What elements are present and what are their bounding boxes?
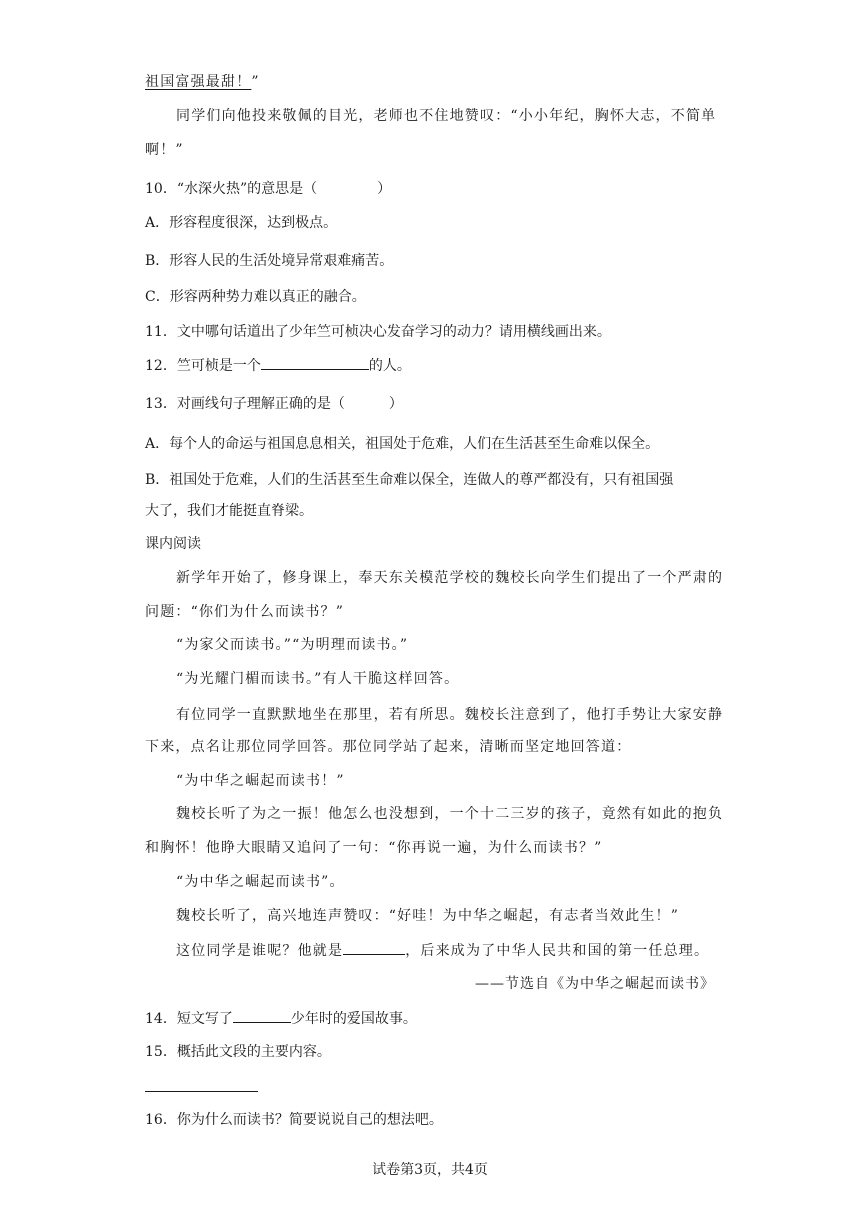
passage-b-p4-line1: 有位同学一直默默地坐在那里，若有所思。魏校长注意到了，他打手势让大家安静 bbox=[176, 707, 724, 723]
passage-b-p9: 这位同学是谁呢？他就是 ，后来成为了中华人民共和国的第一任总理。 bbox=[176, 940, 709, 961]
q13-option-a: A．每个人的命运与祖国息息相关，祖国处于危难，人们在生活甚至生命难以保全。 bbox=[145, 436, 660, 452]
passage-b-p7: “为中华之崛起而读书”。 bbox=[176, 874, 345, 890]
q10-option-c: C．形容两种势力难以真正的融合。 bbox=[145, 289, 366, 305]
q13-option-b-line2: 大了，我们才能挺直脊梁。 bbox=[145, 503, 313, 519]
underlined-sentence: 祖国富强最甜！ bbox=[145, 74, 252, 90]
question-13: 13．对画线句子理解正确的是（ ） bbox=[145, 396, 403, 412]
passage-b-p8: 魏校长听了，高兴地连声赞叹：“好哇！为中华之崛起，有志者当效此生！” bbox=[176, 908, 680, 924]
passage-b-p2: “为家父而读书。”“为明理而读书。” bbox=[176, 637, 409, 653]
question-16: 16．你为什么而读书？简要说说自己的想法吧。 bbox=[145, 1112, 443, 1128]
q10-option-b: B．形容人民的生活处境异常艰难痛苦。 bbox=[145, 253, 394, 269]
question-14: 14．短文写了 少年时的爱国故事。 bbox=[145, 1008, 417, 1029]
passage-b-p4-line2: 下来，点名让那位同学回答。那位同学站了起来，清晰而坚定地回答道： bbox=[145, 739, 632, 755]
passage-b-p6-line1: 魏校长听了为之一振！他怎么也没想到，一个十二三岁的孩子，竟然有如此的抱负 bbox=[176, 806, 724, 822]
question-10: 10．“水深火热”的意思是（ ） bbox=[145, 181, 392, 197]
question-12: 12．竺可桢是一个 的人。 bbox=[145, 355, 411, 376]
passage-b-p1-line1: 新学年开始了，修身课上，奉天东关模范学校的魏校长向学生们提出了一个严肃的 bbox=[176, 570, 724, 586]
answer-blank[interactable] bbox=[261, 355, 369, 370]
section-title: 课内阅读 bbox=[145, 536, 201, 552]
answer-blank[interactable] bbox=[343, 940, 405, 955]
question-11: 11．文中哪句话道出了少年竺可桢决心发奋学习的动力？请用横线画出来。 bbox=[145, 324, 611, 340]
passage-a-para2-line2: 啊！” bbox=[145, 142, 184, 158]
passage-source: ——节选自《为中华之崛起而读书》 bbox=[475, 976, 715, 992]
passage-b-p3: “为光耀门楣而读书。”有人干脆这样回答。 bbox=[176, 671, 460, 687]
question-15: 15．概括此文段的主要内容。 bbox=[145, 1044, 331, 1060]
page-footer: 试卷第3页，共4页 bbox=[372, 1162, 488, 1178]
answer-blank[interactable] bbox=[233, 1008, 291, 1023]
passage-b-p1-line2: 问题：“你们为什么而读书？” bbox=[145, 604, 345, 620]
passage-a-para2-line1: 同学们向他投来敬佩的目光，老师也不住地赞叹：“小小年纪，胸怀大志，不简单 bbox=[176, 108, 717, 124]
passage-b-p5: “为中华之崛起而读书！” bbox=[176, 773, 345, 789]
passage-b-p6-line2: 和胸怀！他睁大眼睛又追问了一句：“你再说一遍，为什么而读书？” bbox=[145, 840, 603, 856]
q10-option-a: A．形容程度很深，达到极点。 bbox=[145, 215, 338, 231]
answer-line[interactable] bbox=[145, 1091, 258, 1092]
passage-a-tail: 祖国富强最甜！” bbox=[145, 74, 260, 90]
q13-option-b-line1: B．祖国处于危难，人们的生活甚至生命难以保全，连做人的尊严都没有，只有祖国强 bbox=[145, 472, 674, 488]
